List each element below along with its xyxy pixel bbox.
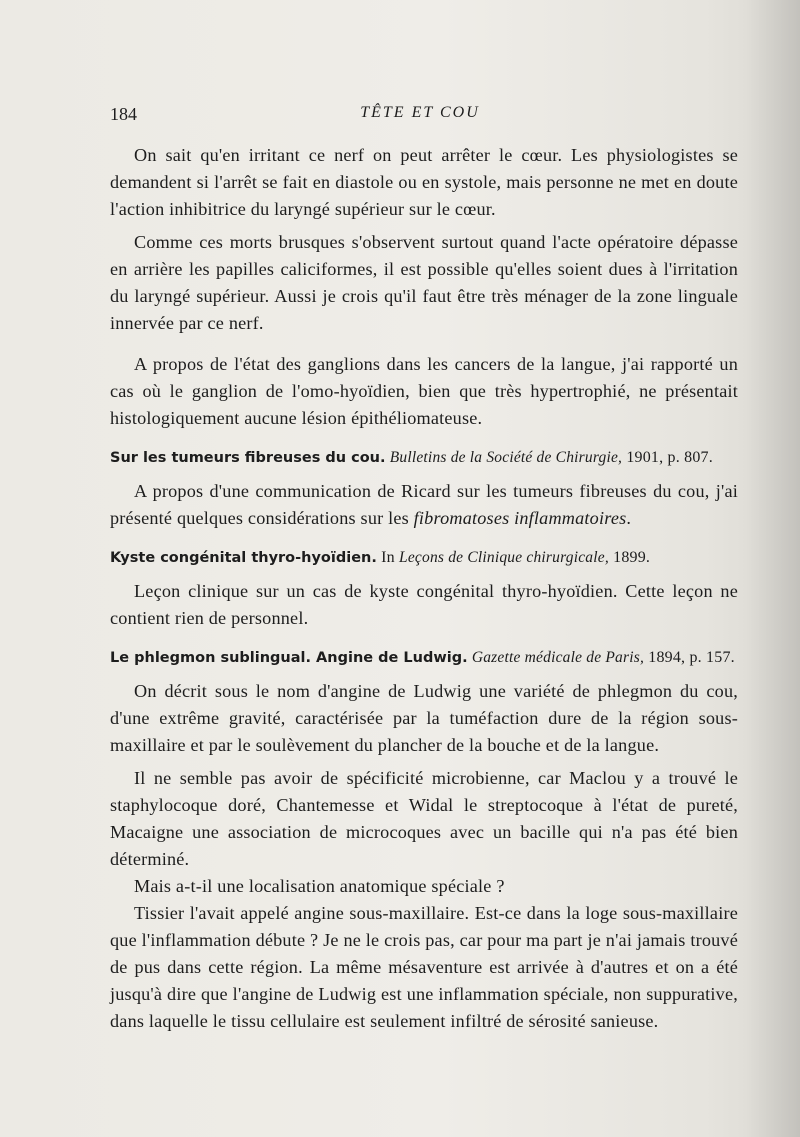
paragraph: Leçon clinique sur un cas de kyste congénital thyro-hyoïdien. Cette leçon ne contient rien de personnel. (110, 581, 738, 628)
page-header (110, 104, 730, 130)
paragraph: Il ne semble pas avoir de spécificité microbienne, car Maclou y a trouvé le staphylocoque doré, Chantemesse et Widal le streptocoque à l'état de pureté, Macaigne une association de microcoques avec un bacille qui n'a pas été bien déterminé. (110, 768, 738, 869)
paragraph-emphasis: fibromatoses inflammatoires (413, 508, 627, 528)
paragraph (110, 478, 738, 532)
entry-reference: 1894, p. 157. (644, 649, 735, 666)
page-gutter-shadow (745, 0, 800, 1137)
paragraph: Tissier l'avait appelé angine sous-maxillaire. Est-ce dans la loge sous-maxillaire que l'inflammation débute ? Je ne le crois pas, car pour ma part je n'ai jamais trouvé de pus dans cette région. La même mésaventure est arrivée à d'autres et on a été jusqu'à dire que l'angine de Ludwig est une inflammation spéciale, non suppurative, dans laquelle le tissu cellulaire est seulement infiltré de sérosité sanieuse. (110, 903, 738, 1031)
page-number: 184 (110, 104, 137, 124)
paragraph: A propos de l'état des ganglions dans les cancers de la langue, j'ai rapporté un cas où le ganglion de l'omo-hyoïdien, bien que très hypertrophié, ne présentait histologiquement aucune lésion épithéliomateuse. (110, 354, 738, 428)
paragraph: On décrit sous le nom d'angine de Ludwig une variété de phlegmon du cou, d'une extrême gravité, caractérisée par la tuméfaction dure de la région sous-maxillaire et par le soulèvement du plancher de la bouche et de la langue. (110, 681, 738, 755)
bibliography-entry (110, 446, 738, 470)
page-content (110, 142, 738, 1035)
entry-source: Bulletins de la Société de Chirurgie, (389, 449, 623, 466)
entry-title: Kyste congénital thyro-hyoïdien. (110, 550, 377, 566)
entry-source: Leçons de Clinique chirurgicale, (399, 549, 609, 566)
bibliography-entry (110, 546, 738, 570)
paragraph: Mais a-t-il une localisation anatomique spéciale ? (134, 876, 505, 896)
paragraph: On sait qu'en irritant ce nerf on peut arrêter le cœur. Les physiologistes se demandent si l'arrêt se fait en diastole ou en systole, mais personne ne met en doute l'action inhibitrice du laryngé supérieur sur le cœur. (110, 145, 738, 219)
bibliography-entry (110, 646, 738, 670)
entry-reference: 1901, p. 807. (622, 449, 713, 466)
paragraph-text: . (626, 508, 632, 528)
entry-source: Gazette médicale de Paris, (471, 649, 645, 666)
entry-reference: 1899. (608, 549, 651, 566)
paragraph-text: A propos d'une communication de Ricard sur les tumeurs fibreuses du cou, j'ai présenté quelques considérations sur les (110, 481, 738, 528)
running-title: TÊTE ET COU (360, 104, 480, 121)
paragraph: Comme ces morts brusques s'observent surtout quand l'acte opératoire dépasse en arrière les papilles caliciformes, il est possible qu'elles soient dues à l'irritation du laryngé supérieur. Aussi je crois qu'il faut être très ménager de la zone linguale innervée par ce nerf. (110, 232, 738, 333)
entry-title: Sur les tumeurs fibreuses du cou. (110, 450, 386, 466)
entry-title: Le phlegmon sublingual. Angine de Ludwig. (110, 650, 468, 666)
entry-prefix: In (376, 549, 400, 566)
